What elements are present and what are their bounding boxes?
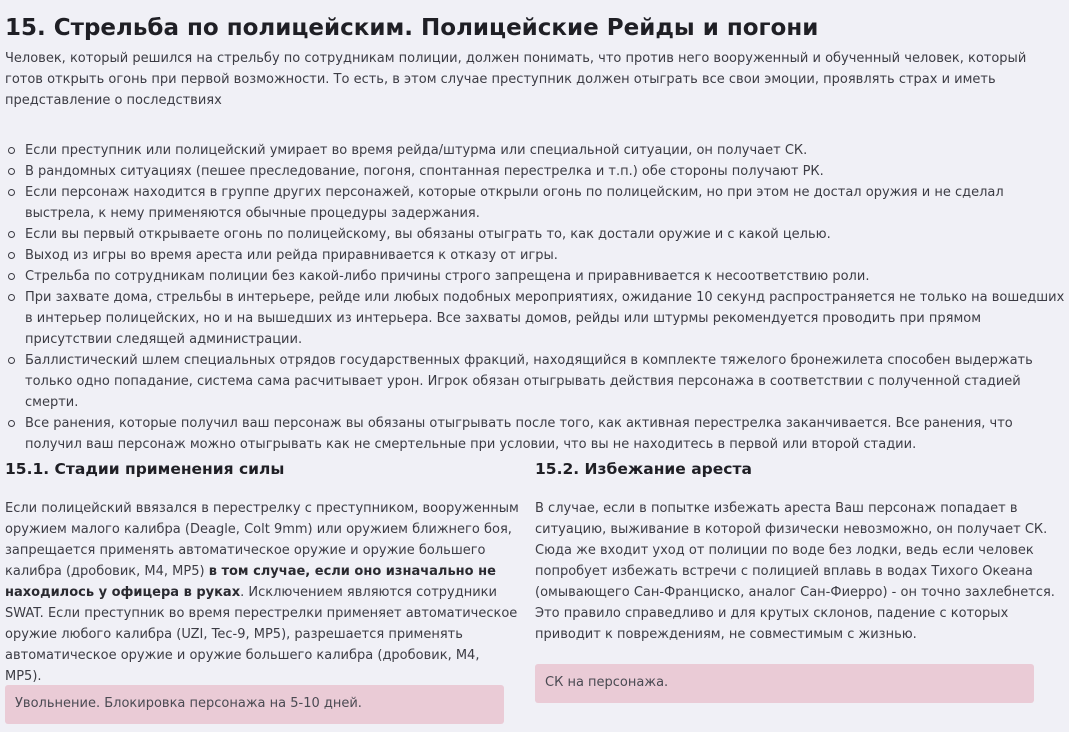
rule-item (25, 350, 1065, 413)
subsection-arrest-title: 15.2. Избежание ареста (535, 460, 752, 478)
rule-text: Если преступник или полицейский умирает во время рейда/штурма или специальной ситуации, он получает СК. (25, 143, 808, 158)
rule-item (25, 161, 1065, 182)
penalty-note-arrest: СК на персонажа. (535, 664, 1034, 703)
section-title: 15. Стрельба по полицейским. Полицейские Рейды и погони (5, 15, 819, 41)
circle-bullet-icon (8, 420, 15, 427)
rule-text: Выход из игры во время ареста или рейда приравнивается к отказу от игры. (25, 248, 558, 263)
rule-item (25, 182, 1065, 224)
rule-text: Баллистический шлем специальных отрядов государственных фракций, находящийся в комплекте тяжелого бронежилета способен выдержать только одно попадание, система сама расчитывает урон. Игрок обязан отыгрывать действия персонажа в соответствии с полученной стадией смерти. (25, 353, 1033, 410)
force-text-after: . Исключением являются сотрудники SWAT. Если преступник во время перестрелки применяет автоматическое оружие любого калибра (UZI, Tec-9, MP5), разрешается применять автоматическое оружие и оружие большего калибра (дробовик, M4, MP5). (5, 585, 518, 684)
subsection-force (5, 456, 520, 687)
force-text-before: Если полицейский ввязался в перестрелку с преступником, вооруженным оружием малого калибра (Deagle, Colt 9mm) или оружием ближнего боя, запрещается применять автоматическое оружие и оружие большего калибра (дробовик, M4, MP5) (5, 501, 519, 579)
rule-text: В рандомных ситуациях (пешее преследование, погоня, спонтанная перестрелка и т.п.) обе стороны получают РК. (25, 164, 824, 179)
rule-item (25, 140, 1065, 161)
rule-text: При захвате дома, стрельбы в интерьере, рейде или любых подобных мероприятиях, ожидание 10 секунд распространяется не только на вошедших в интерьер полицейских, но и на вышедших из интерьера. Все захваты домов, рейды или штурмы рекомендуется проводить при прямом присутствии следящей администрации. (25, 290, 1065, 347)
subsection-arrest (535, 456, 1060, 645)
force-text-bold: в том случае, если оно изначально не находилось у офицера в руках (5, 564, 496, 600)
circle-bullet-icon (8, 189, 15, 196)
rule-item (25, 413, 1065, 455)
circle-bullet-icon (8, 294, 15, 301)
section-intro: Человек, который решился на стрельбу по сотрудникам полиции, должен понимать, что против него вооруженный и обученный человек, который готов открыть огонь при первой возможности. То есть, в этом случае преступник должен отыграть все свои эмоции, проявлять страх и иметь представление о последствиях (5, 51, 1027, 108)
subsection-arrest-text: В случае, если в попытке избежать ареста Ваш персонаж попадает в ситуацию, выживание в которой физически невозможно, он получает СК. Сюда же входит уход от полиции по воде без лодки, ведь если человек попробует избежать встречи с полицией вплавь в водах Тихого Океана (омывающего Сан-Франциско, аналог Сан-Фиерро) - он точно захлебнется. Это правило справедливо и для крутых склонов, падение с которых приводит к повреждениям, не совместимым с жизнью. (535, 501, 1055, 642)
rules-list (5, 140, 1065, 455)
circle-bullet-icon (8, 231, 15, 238)
rule-text: Все ранения, которые получил ваш персонаж вы обязаны отыгрывать после того, как активная перестрелка заканчивается. Все ранения, что получил ваш персонаж можно отыгрывать как не смертельные при условии, что вы не находитесь в первой или второй стадии. (25, 416, 1013, 452)
rule-text: Стрельба по сотрудникам полиции без какой-либо причины строго запрещена и приравнивается к несоответствию роли. (25, 269, 870, 284)
rule-item (25, 245, 1065, 266)
subsection-force-title: 15.1. Стадии применения силы (5, 460, 285, 478)
circle-bullet-icon (8, 273, 15, 280)
circle-bullet-icon (8, 357, 15, 364)
rule-item (25, 224, 1065, 245)
rule-text: Если вы первый открываете огонь по полицейскому, вы обязаны отыграть то, как достали оружие и с какой целью. (25, 227, 831, 242)
subsection-force-text (5, 498, 520, 687)
rule-item (25, 266, 1065, 287)
rule-item (25, 287, 1065, 350)
circle-bullet-icon (8, 168, 15, 175)
circle-bullet-icon (8, 147, 15, 154)
penalty-note-force: Увольнение. Блокировка персонажа на 5-10 дней. (5, 685, 504, 724)
circle-bullet-icon (8, 252, 15, 259)
rule-text: Если персонаж находится в группе других персонажей, которые открыли огонь по полицейским, но при этом не достал оружия и не сделал выстрела, к нему применяются обычные процедуры задержания. (25, 185, 1004, 221)
